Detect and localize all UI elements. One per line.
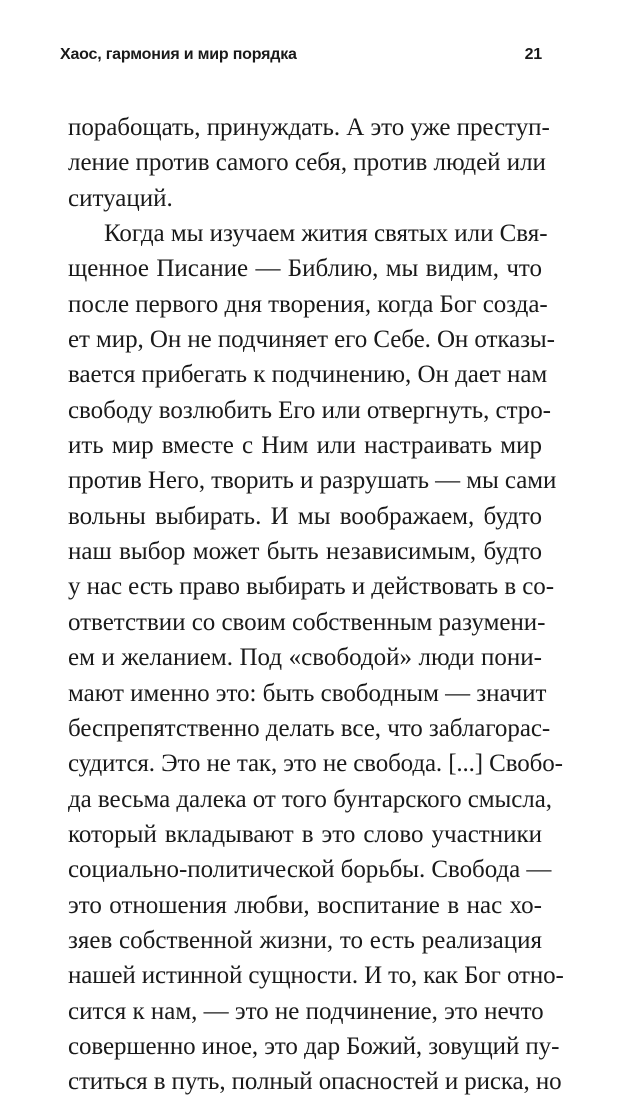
text-line: после первого дня творения, когда Бог созда-	[68, 290, 548, 318]
text-line: судится. Это не так, это не свобода. [...] Свобо-	[68, 750, 563, 778]
text-line: ление против самого себя, против людей или	[68, 149, 546, 177]
text-line: против Него, творить и разрушать — мы сами	[68, 467, 557, 495]
text-line: это отношения любви, воспитание в нас хо-	[68, 891, 542, 919]
text-line: совершенно иное, это дар Божий, зовущий пу-	[68, 1032, 560, 1060]
text-line: беспрепятственно делать все, что заблагорас-	[68, 714, 551, 742]
text-line: ответствии со своим собственным разумени-	[68, 608, 546, 636]
text-line: щенное Писание — Библию, мы видим, что	[68, 255, 542, 283]
page-number: 21	[524, 46, 542, 63]
text-line: ем и желанием. Под «свободой» люди пони-	[68, 644, 542, 672]
text-line: ститься в путь, полный опасностей и риска, но	[68, 1068, 562, 1096]
text-line: сится к нам, — это не подчинение, это нечто	[68, 997, 544, 1025]
text-line: который вкладывают в это слово участники	[68, 820, 542, 848]
running-header	[60, 46, 542, 70]
text-line: нашей истинной сущности. И то, как Бог отно-	[68, 962, 564, 990]
text-line: вается прибегать к подчинению, Он дает нам	[68, 361, 548, 389]
text-line: ить мир вместе с Ним или настраивать мир	[68, 432, 542, 460]
paragraph-first-line: Когда мы изучаем жития святых или Свя-	[104, 220, 548, 248]
body-text	[68, 110, 564, 1100]
text-line: свободу возлюбить Его или отвергнуть, стро-	[68, 396, 551, 424]
text-line: у нас есть право выбирать и действовать в со-	[68, 573, 554, 601]
text-line: ситуаций.	[68, 184, 173, 212]
text-line: вольны выбирать. И мы воображаем, будто	[68, 502, 542, 530]
text-line: порабощать, принуждать. А это уже преступ-	[68, 114, 550, 141]
text-line: да весьма далека от того бунтарского смысла,	[68, 785, 552, 813]
text-line: наш выбор может быть независимым, будто	[68, 538, 542, 566]
text-line: ет мир, Он не подчиняет его Себе. Он отказы-	[68, 326, 555, 354]
text-line: мают именно это: быть свободным — значит	[68, 679, 547, 707]
text-line: зяев собственной жизни, то есть реализация	[68, 926, 542, 954]
text-line: социально-политической борьбы. Свобода —	[68, 856, 552, 884]
running-title: Хаос, гармония и мир порядка	[60, 46, 297, 63]
